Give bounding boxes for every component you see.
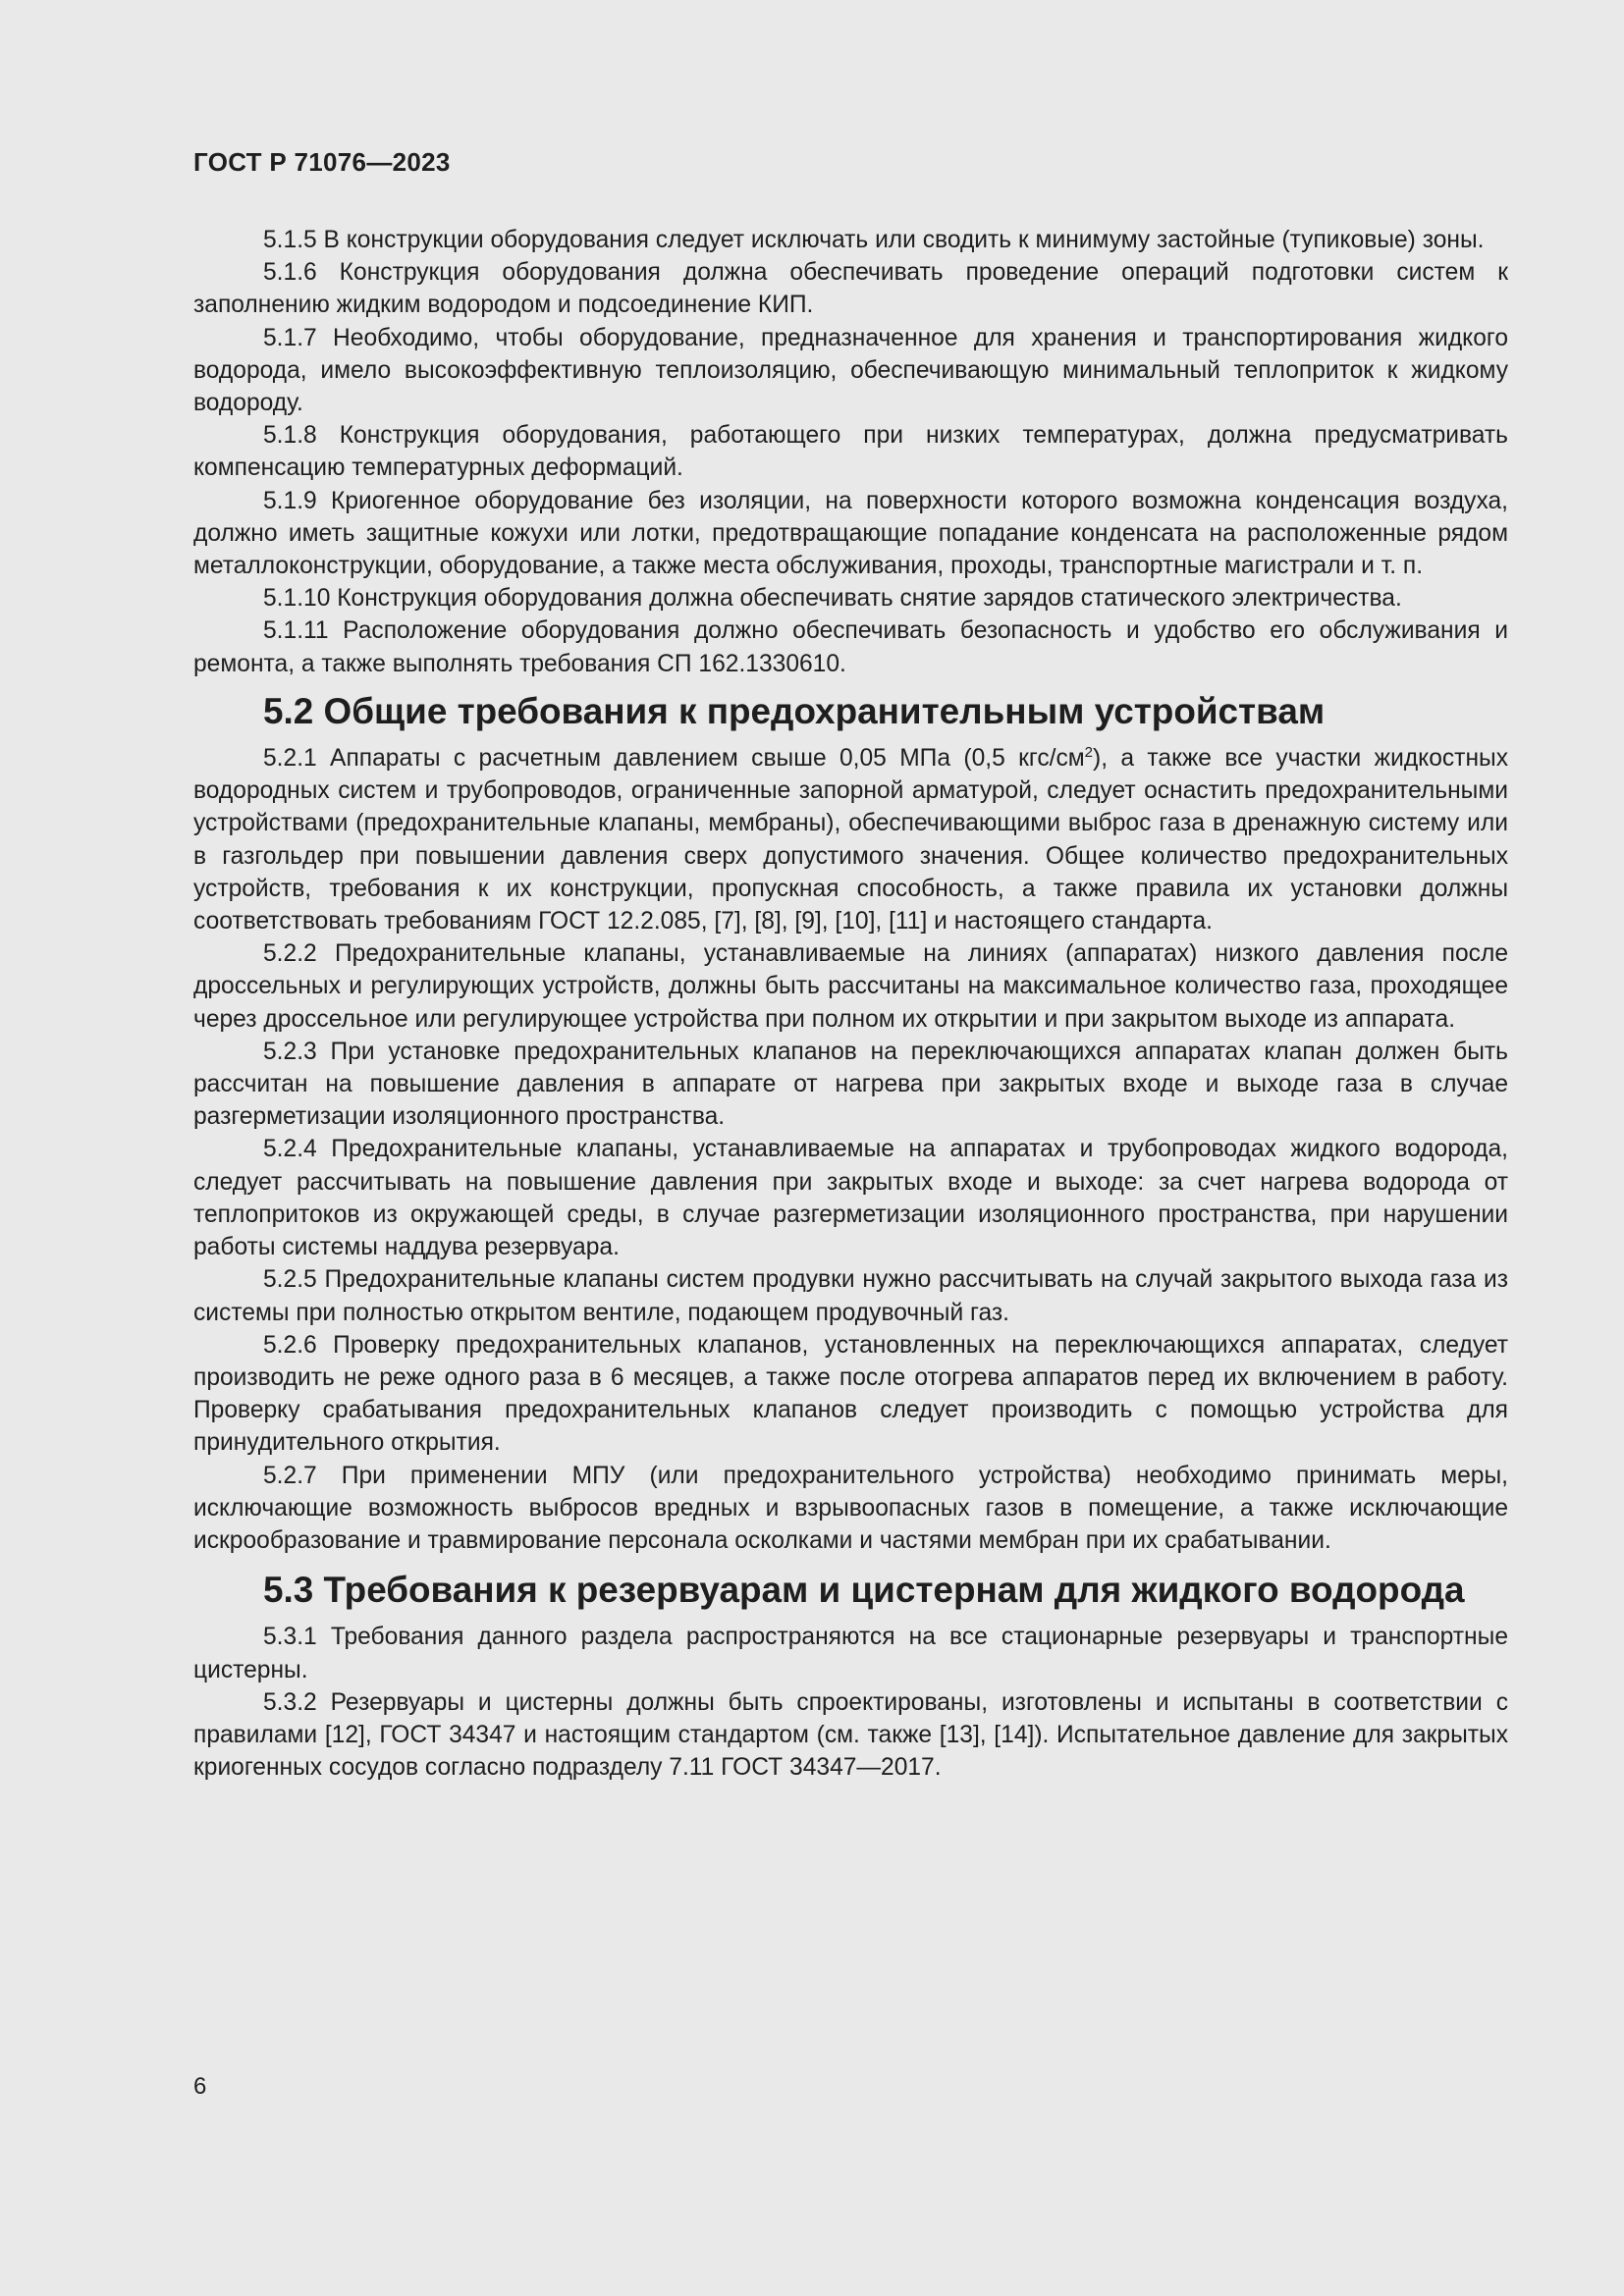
paragraph-5-1-6: 5.1.6 Конструкция оборудования должна обеспечивать проведение операций подготовки систем к заполнению жидким водородом и подсоединение КИП. [193, 259, 1508, 319]
paragraph-5-1-9: 5.1.9 Криогенное оборудование без изоляции, на поверхности которого возможна конденсация воздуха, должно иметь защитные кожухи или лотки, предотвращающие попадание конденсата на расположенные рядом металлоконструкции, оборудование, а также места обслуживания, проходы, транспортные магистрали и т. п. [193, 487, 1508, 580]
paragraph-5-3-2: 5.3.2 Резервуары и цистерны должны быть спроектированы, изготовлены и испытаны в соответствии с правилами [12], ГОСТ 34347 и настоящим стандартом (см. также [13], [14]). Испытательное давление для закрытых криогенных сосудов согласно подразделу 7.11 ГОСТ 34347—2017. [193, 1688, 1508, 1782]
paragraph-5-2-1-rest: ), а также все участки жидкостных водородных систем и трубопроводов, ограниченные запорной арматурой, следует оснастить предохранительными устройствами (предохранительные клапаны, мембраны), обеспечивающими выброс газа в дренажную систему или в газгольдер при повышении давления сверх допустимого значения. Общее количество предохранительных устройств, требования к их конструкции, пропускная способность, а также правила их установки должны соответствовать требованиям ГОСТ 12.2.085, [7], [8], [9], [10], [11] и настоящего стандарта. [193, 745, 1509, 935]
paragraph-5-2-3: 5.2.3 При установке предохранительных клапанов на переключающихся аппаратах клапан должен быть рассчитан на повышение давления в аппарате от нагрева при закрытых входе и выходе газа в случае разгерметизации изоляционного пространства. [193, 1038, 1508, 1131]
page-number: 6 [193, 2073, 207, 2100]
paragraph-5-1-5: 5.1.5 В конструкции оборудования следует исключать или сводить к минимуму застойные (тупиковые) зоны. [263, 227, 1485, 253]
paragraph-5-2-4: 5.2.4 Предохранительные клапаны, устанавливаемые на аппаратах и трубопроводах жидкого водорода, следует рассчитывать на повышение давления при закрытых входе и выходе: за счет нагрева водорода от теплопритоков из окружающей среды, в случае разгерметизации изоляционного пространства, при нарушении работы системы наддува резервуара. [193, 1136, 1508, 1261]
document-body [193, 224, 1508, 1784]
paragraph-5-1-10: 5.1.10 Конструкция оборудования должна обеспечивать снятие зарядов статического электричества. [263, 585, 1402, 613]
paragraph-5-2-7: 5.2.7 При применении МПУ (или предохранительного устройства) необходимо принимать меры, исключающие возможность выбросов вредных и взрывоопасных газов в помещение, а также исключающие искрообразование и травмирование персонала осколками и частями мембран при их срабатывании. [193, 1462, 1508, 1554]
paragraph-5-2-5: 5.2.5 Предохранительные клапаны систем продувки нужно рассчитывать на случай закрытого выхода газа из системы при полностью открытом вентиле, подающем продувочный газ. [193, 1266, 1508, 1326]
section-heading-5-2: 5.2 Общие требования к предохранительным устройствам [263, 690, 1326, 731]
paragraph-5-2-1-start: 5.2.1 Аппараты с расчетным давлением свыше 0,05 МПа (0,5 кгс/см [263, 745, 1085, 773]
superscript-2: 2 [1084, 744, 1093, 762]
paragraph-5-2-6: 5.2.6 Проверку предохранительных клапанов, установленных на переключающихся аппаратах, следует производить не реже одного раза в 6 месяцев, а также после отогрева аппаратов перед их включением в работу. Проверку срабатывания предохранительных клапанов следует производить с помощью устройства для принудительного открытия. [193, 1331, 1508, 1457]
paragraph-5-1-8: 5.1.8 Конструкция оборудования, работающего при низких температурах, должна предусматривать компенсацию температурных деформаций. [193, 422, 1508, 482]
paragraph-5-3-1: 5.3.1 Требования данного раздела распространяются на все стационарные резервуары и транспортные цистерны. [193, 1624, 1508, 1683]
paragraph-5-2-1 [193, 742, 1508, 937]
paragraph-5-2-2: 5.2.2 Предохранительные клапаны, устанавливаемые на линиях (аппаратах) низкого давления после дроссельных и регулирующих устройств, должны быть рассчитаны на максимальное количество газа, проходящее через дроссельное или регулирующее устройства при полном их открытии и при закрытом выходе из аппарата. [193, 940, 1508, 1033]
paragraph-5-1-11: 5.1.11 Расположение оборудования должно обеспечивать безопасность и удобство его обслуживания и ремонта, а также выполнять требования СП 162.1330610. [193, 617, 1508, 677]
paragraph-5-1-7: 5.1.7 Необходимо, чтобы оборудование, предназначенное для хранения и транспортирования жидкого водорода, имело высокоэффективную теплоизоляцию, обеспечивающую минимальный теплоприток к жидкому водороду. [193, 324, 1508, 417]
section-heading-5-3: 5.3 Требования к резервуарам и цистернам для жидкого водорода [263, 1570, 1465, 1611]
document-header: ГОСТ Р 71076—2023 [193, 147, 451, 177]
